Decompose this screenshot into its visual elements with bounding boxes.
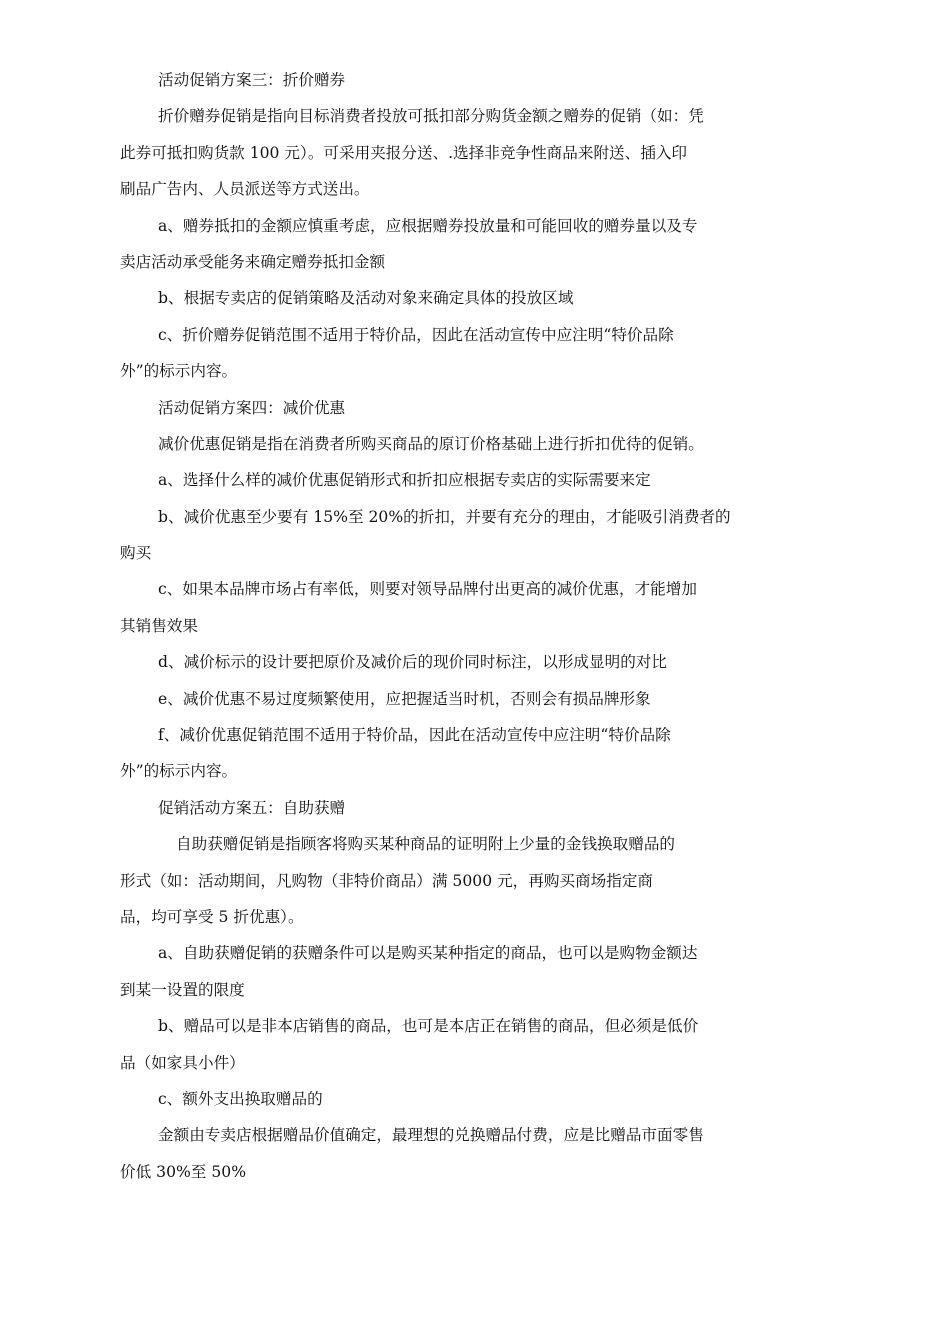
paragraph-line: 品（如家具小件）: [120, 1053, 245, 1072]
paragraph-line: 到某一设置的限度: [120, 980, 245, 999]
list-item-c: c、额外支出换取赠品的: [158, 1089, 323, 1108]
list-item-e: e、减价优惠不易过度频繁使用，应把握适当时机，否则会有损品牌形象: [158, 689, 651, 708]
list-item-b: b、赠品可以是非本店销售的商品，也可是本店正在销售的商品，但必须是低价: [158, 1017, 699, 1036]
paragraph-line: 购买: [120, 544, 152, 563]
paragraph-line: 外”的标示内容。: [120, 762, 238, 781]
list-item-d: d、减价标示的设计要把原价及减价后的现价同时标注，以形成显明的对比: [158, 653, 667, 672]
document-page: [120, 62, 832, 1190]
paragraph-line: 外”的标示内容。: [120, 362, 238, 381]
list-item-a: a、自助获赠促销的获赠条件可以是购买某种指定的商品，也可以是购物金额达: [158, 944, 698, 963]
paragraph-line: 金额由专卖店根据赠品价值确定，最理想的兑换赠品付费，应是比赠品市面零售: [158, 1126, 704, 1145]
list-item-f: f、减价优惠促销范围不适用于特价品，因此在活动宣传中应注明“特价品除: [158, 726, 671, 745]
paragraph-line: 品，均可享受 5 折优惠）。: [120, 907, 304, 926]
paragraph-line: 此券可抵扣购货款 100 元）。可采用夹报分送、.选择非竞争性商品来附送、插入印: [120, 143, 688, 162]
paragraph-line: 价低 30%至 50%: [120, 1162, 247, 1181]
paragraph-line: 折价赠券促销是指向目标消费者投放可抵扣部分购货金额之赠券的促销（如：凭: [158, 107, 704, 126]
paragraph-line: 自助获赠促销是指顾客将购买某种商品的证明附上少量的金钱换取赠品的: [176, 835, 676, 854]
list-item-c: c、如果本品牌市场占有率低，则要对领导品牌付出更高的减价优惠，才能增加: [158, 580, 697, 599]
paragraph-line: 刷品广告内、人员派送等方式送出。: [120, 180, 370, 199]
list-item-c: c、折价赠券促销范围不适用于特价品，因此在活动宣传中应注明“特价品除: [158, 325, 674, 344]
paragraph-line: 减价优惠促销是指在消费者所购买商品的原订价格基础上进行折扣优待的促销。: [158, 434, 704, 453]
section-heading-plan-3: 活动促销方案三：折价赠券: [158, 71, 346, 89]
paragraph-line: 形式（如：活动期间，凡购物（非特价商品）满 5000 元，再购买商场指定商: [120, 871, 654, 890]
list-item-a: a、赠券抵扣的金额应慎重考虑，应根据赠券投放量和可能回收的赠券量以及专: [158, 216, 698, 235]
paragraph-line: 其销售效果: [120, 616, 198, 635]
list-item-b: b、减价优惠至少要有 15%至 20%的折扣，并要有充分的理由，才能吸引消费者的: [158, 507, 731, 526]
list-item-a: a、选择什么样的减价优惠促销形式和折扣应根据专卖店的实际需要来定: [158, 471, 651, 490]
paragraph-line: 卖店活动承受能务来确定赠券抵扣金额: [120, 252, 386, 271]
section-heading-plan-4: 活动促销方案四：减价优惠: [158, 398, 346, 417]
list-item-b: b、根据专卖店的促销策略及活动对象来确定具体的投放区域: [158, 289, 574, 308]
section-heading-plan-5: 促销活动方案五：自助获赠: [158, 798, 346, 817]
